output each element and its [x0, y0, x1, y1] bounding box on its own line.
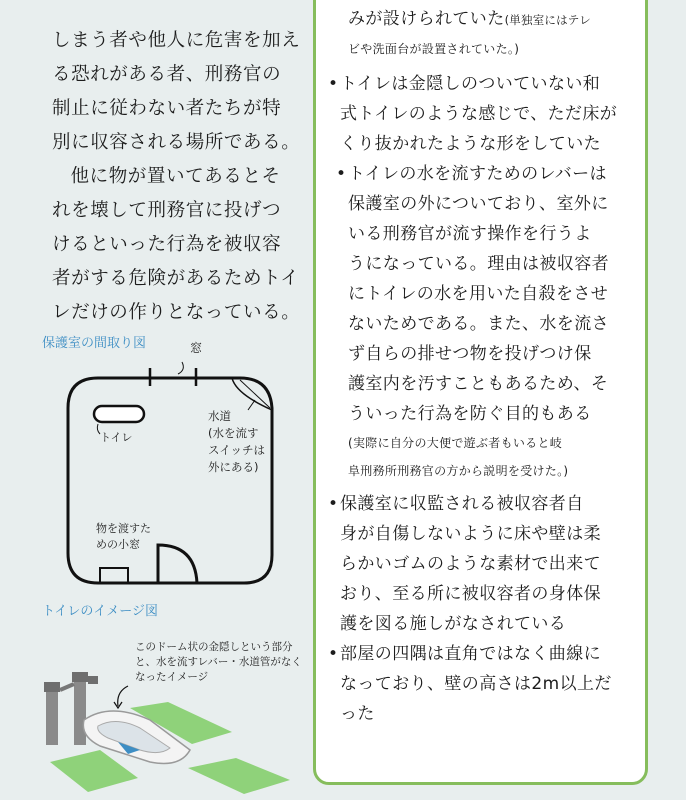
panel-line: らかいゴムのような素材で出来て	[340, 554, 601, 574]
paragraph-2-line: レだけの作りとなっている。	[52, 302, 301, 323]
panel-line: おり、至る所に被収容者の身体保	[340, 584, 601, 604]
info-panel-text	[320, 0, 640, 729]
hatch-label: 物を渡すた めの小窓	[96, 522, 151, 551]
panel-line: 身が自傷しないように床や壁は柔	[340, 524, 601, 544]
hatch	[100, 568, 128, 583]
panel-line: 式トイレのような感じで、ただ床が	[340, 104, 618, 124]
panel-line: なっており、壁の高さは2m以上だ	[340, 674, 612, 694]
panel-line: 護を図る施しがなされている	[340, 614, 567, 634]
floorplan-title: 保護室の間取り図	[42, 336, 147, 351]
panel-line: みが設けられていた(単独室にはテレ	[348, 9, 591, 29]
panel-line: • トイレの水を流すためのレバーは	[336, 164, 607, 184]
panel-line: うになっている。理由は被収容者	[348, 254, 609, 274]
panel-line: いる刑務官が流す操作を行うよ	[348, 224, 592, 244]
water-corner	[232, 378, 272, 410]
panel-line: ビや洗面台が設置されていた。)	[348, 42, 520, 56]
caption-arrow	[118, 686, 128, 706]
paragraph-1-line: 制止に従わない者たちが特	[52, 98, 282, 119]
window-pointer	[178, 362, 183, 374]
paragraph-2-line: 者がする危険があるためトイ	[52, 268, 300, 289]
toilet-figure-title: トイレのイメージ図	[42, 604, 158, 619]
panel-line: った	[340, 704, 375, 724]
panel-line: • 部屋の四隅は直角ではなく曲線に	[328, 644, 601, 664]
panel-line: • トイレは金隠しのついていない和	[328, 74, 601, 94]
paragraph-1-line: しまう者や他人に危害を加え	[52, 30, 301, 51]
panel-line: ういった行為を防ぐ目的もある	[348, 404, 592, 424]
toilet-figure-caption: このドーム状の金隠しという部分 と、水を流すレバー・水道管がなく なったイメージ	[135, 641, 302, 683]
floor-mat	[188, 758, 290, 794]
paragraph-2-line: けるといった行為を被収容	[52, 234, 282, 255]
main-text	[52, 0, 302, 330]
panel-line: (実際に自分の大便で遊ぶ者もいると岐	[348, 436, 563, 450]
left-column	[0, 0, 310, 800]
paragraph-2-line: れを壊して刑務官に投げつ	[52, 200, 282, 221]
pipe	[74, 675, 86, 745]
toilet-label: トイレ	[100, 431, 133, 444]
water-label: 水道 (水を流す スイッチは 外にある)	[208, 409, 266, 474]
panel-line: にトイレの水を用いた自殺をさせ	[348, 284, 609, 304]
panel-line: ず自らの排せつ物を投げつけ保	[348, 344, 592, 364]
panel-line: ないためである。また、水を流さ	[348, 314, 609, 334]
door	[158, 545, 197, 583]
pipe	[46, 685, 58, 745]
paragraph-2-line: 他に物が置いてあるとそ	[70, 166, 281, 187]
window-label: 窓	[190, 341, 203, 355]
floor-mat	[50, 750, 138, 792]
paragraph-1-line	[52, 0, 302, 24]
panel-line: 護室内を汚すこともあるため、そ	[348, 374, 609, 394]
toilet-illustration	[0, 650, 300, 800]
panel-line: くり抜かれたような形をしていた	[340, 134, 601, 154]
panel-line: 阜刑務所刑務官の方から説明を受けた。)	[348, 464, 569, 478]
panel-line: 保護室の外についており、室外に	[348, 194, 609, 214]
paragraph-1-line: 別に収容される場所である。	[52, 132, 301, 153]
toilet-shape	[94, 406, 144, 422]
panel-line: • 保護室に収監される被収容者自	[328, 494, 584, 514]
paragraph-1-line: る恐れがある者、刑務官の	[52, 64, 282, 85]
